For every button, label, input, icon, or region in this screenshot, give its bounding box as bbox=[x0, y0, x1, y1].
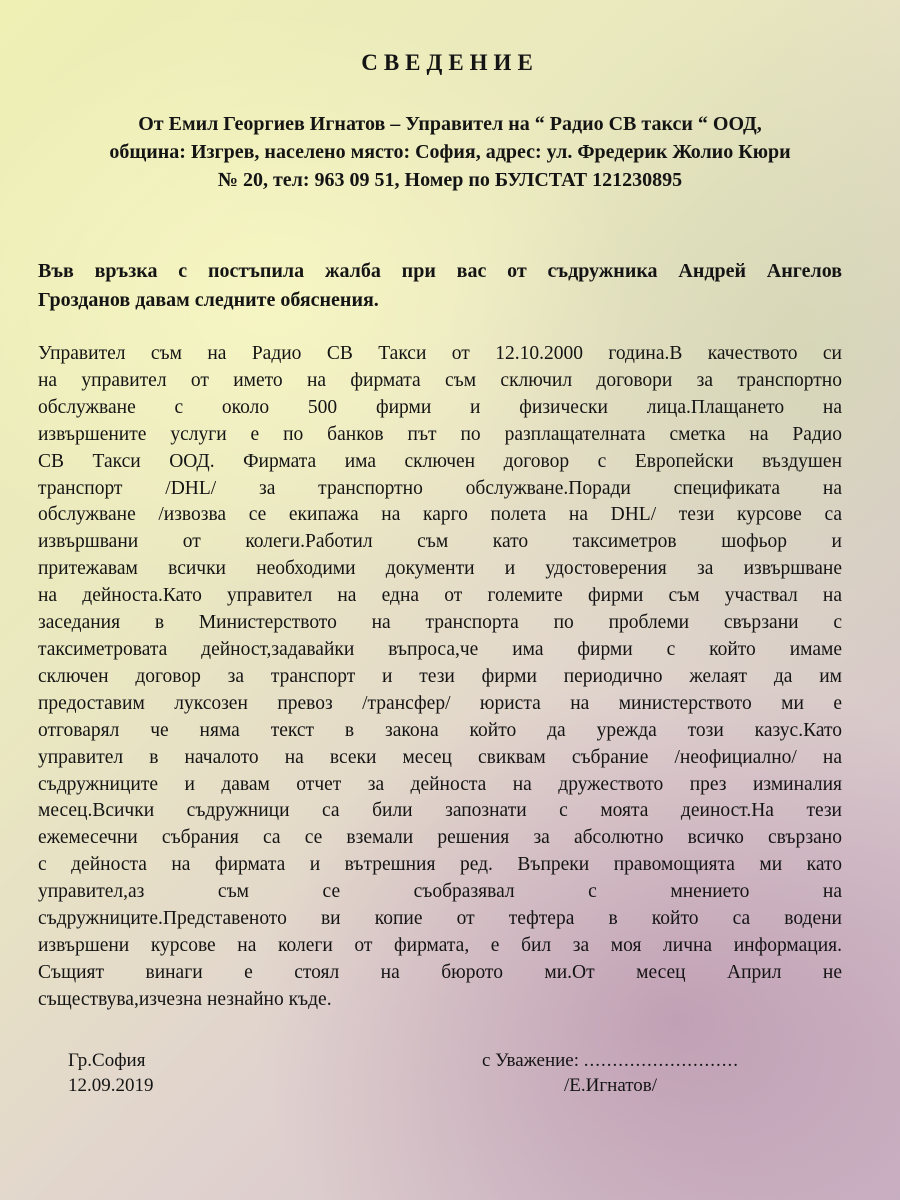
body-line-17: съдружниците и давам отчет за дейноста на дружеството през изминалия bbox=[38, 773, 842, 795]
signature-dots: ........................... bbox=[583, 1050, 740, 1071]
intro-line-1: Във връзка с постъпила жалба при вас от съдружника Андрей Ангелов bbox=[38, 260, 842, 282]
body-line-3: обслужване с около 500 фирми и физически лица.Плащането на bbox=[38, 396, 842, 418]
body-line-14: предоставим луксозен превоз /трансфер/ юриста на министерството ми е bbox=[38, 692, 842, 714]
signatory-name: /Е.Игнатов/ bbox=[564, 1075, 658, 1096]
body-line-11: заседания в Министерството на транспорта по проблеми свързани с bbox=[38, 612, 842, 634]
body-line-2: на управител от името на фирмата съм сключил договори за транспортно bbox=[38, 369, 842, 391]
body-line-8: извършвани от колеги.Работил съм като таксиметров шофьор и bbox=[38, 531, 842, 553]
body-line-9: притежавам всички необходими документи и удостоверения за извършване bbox=[38, 558, 842, 580]
body-line-24: Същият винаги е стоял на бюрото ми.От месец Април не bbox=[38, 961, 842, 983]
body-line-23: извършени курсове на колеги от фирмата, е бил за моя лична информация. bbox=[38, 934, 842, 956]
city-label: Гр.София bbox=[68, 1050, 146, 1071]
body-line-1: Управител съм на Радио СВ Такси от 12.10.2000 година.В качеството си bbox=[38, 343, 842, 364]
place-and-date bbox=[68, 1048, 154, 1098]
body-line-4: извършените услуги е по банков път по разплащателната сметка на Радио bbox=[38, 423, 842, 445]
signature-block bbox=[482, 1048, 739, 1098]
body-line-22: съдружниците.Представеното ви копие от тефтера в който са водени bbox=[38, 908, 842, 930]
body-line-5: СВ Такси ООД. Фирмата има сключен договор с Европейски въздушен bbox=[38, 450, 842, 472]
body-line-6: транспорт /DHL/ за транспортно обслужване.Поради спецификата на bbox=[38, 477, 842, 499]
header-line-3: № 20, тел: 963 09 51, Номер по БУЛСТАТ 121230895 bbox=[217, 169, 683, 191]
body-line-20: с дейноста на фирмата и вътрешния ред. Въпреки правомощията ми като bbox=[38, 854, 842, 876]
document-date: 12.09.2019 bbox=[68, 1075, 154, 1096]
header-line-1: От Емил Георгиев Игнатов – Управител на “ Радио СВ такси “ ООД, bbox=[138, 113, 762, 135]
document-title: СВЕДЕНИЕ bbox=[361, 50, 539, 75]
body-line-13: сключен договор за транспорт и тези фирми периодично желаят да им bbox=[38, 665, 842, 687]
body-line-12: таксиметровата дейност,задавайки въпроса,че има фирми с който имаме bbox=[38, 638, 842, 660]
body-line-25: съществува,изчезна незнайно къде. bbox=[38, 988, 332, 1010]
intro-paragraph bbox=[38, 257, 842, 315]
header-line-2: община: Изгрев, населено място: София, адрес: ул. Фредерик Жолио Кюри bbox=[109, 141, 791, 163]
intro-line-2: Грозданов давам следните обяснения. bbox=[38, 289, 379, 311]
body-line-21: управител,аз съм се съобразявал с мнението на bbox=[38, 881, 842, 903]
body-line-15: отговарял че няма текст в закона който да урежда този казус.Като bbox=[38, 719, 842, 741]
body-line-7: обслужване /извозва се екипажа на карго полета на DHL/ тези курсове са bbox=[38, 504, 842, 526]
regards-line bbox=[482, 1048, 739, 1073]
sender-header bbox=[36, 110, 864, 194]
body-line-16: управител в началото на всеки месец свиквам събрание /неофициално/ на bbox=[38, 746, 842, 768]
body-line-19: ежемесечни събрания са се вземали решения за абсолютно всичко свързано bbox=[38, 827, 842, 849]
body-line-10: на дейноста.Като управител на една от големите фирми съм участвал на bbox=[38, 585, 842, 607]
regards-label: с Уважение: bbox=[482, 1050, 580, 1071]
statement-body bbox=[38, 341, 842, 1014]
body-line-18: месец.Всички съдружници са били запознати с моята деиност.На тези bbox=[38, 800, 842, 822]
